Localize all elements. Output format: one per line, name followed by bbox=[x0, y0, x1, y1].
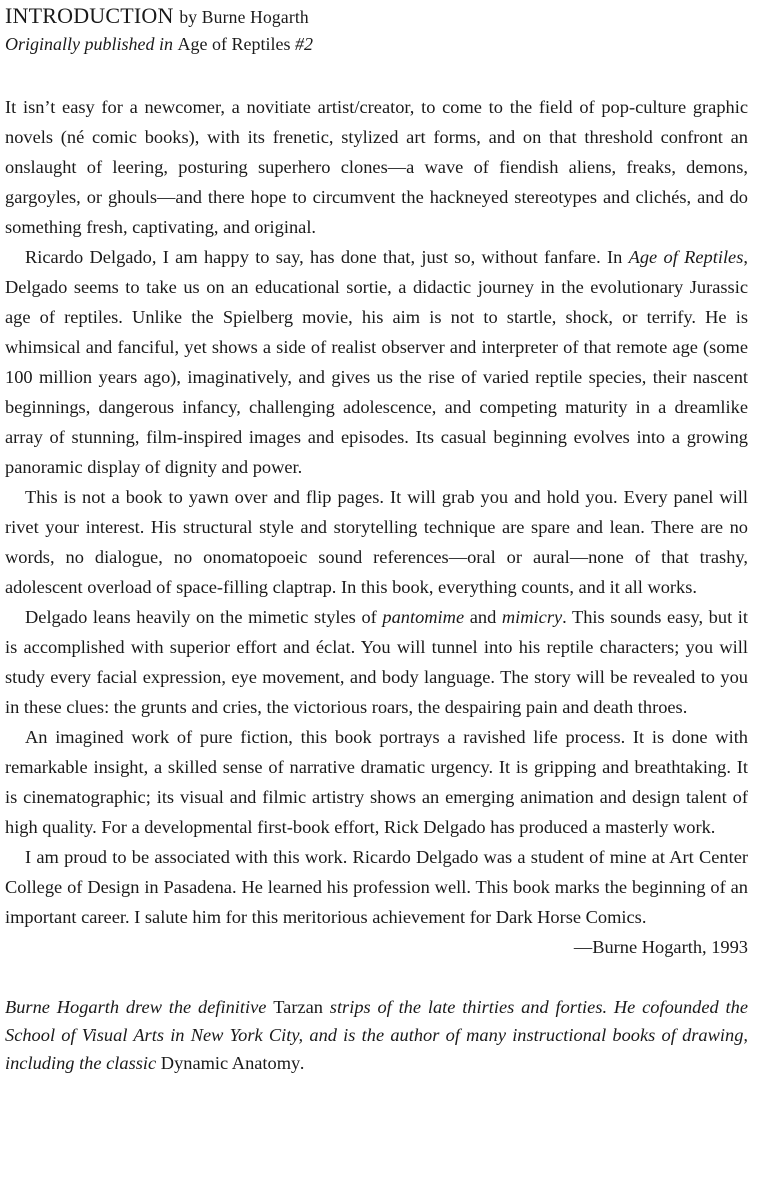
publication-note bbox=[5, 31, 748, 57]
paragraph-2-book-title: Age of Reptiles bbox=[628, 247, 744, 267]
publication-prefix: Originally published in bbox=[5, 34, 173, 54]
paragraph-2 bbox=[5, 242, 748, 482]
bio-text-b: strips of the late thirties and forties. He cofounded the School of Visual Arts in New York City, and is the author of many instructional books of drawing, including the classic bbox=[5, 997, 748, 1073]
paragraph-4 bbox=[5, 602, 748, 722]
paragraph-2-text-b: , Delgado seems to take us on an educational sortie, a didactic journey in the evolutionary Jurassic age of reptiles. Unlike the Spielberg movie, his aim is not to startle, shock, or terrify. He is whimsical and fanciful, yet shows a side of realist observer and interpreter of that remote age (some 100 million years ago), imaginatively, and gives us the rise of varied reptile species, their nascent beginnings, dangerous infancy, challenging adolescence, and competing maturity in a dreamlike array of stunning, film-inspired images and episodes. Its casual beginning evolves into a growing panoramic display of dignity and power. bbox=[5, 247, 748, 477]
paragraph-4-text-c: . This sounds easy, but it is accomplished with superior effort and éclat. You will tunnel into his reptile characters; you will study every facial expression, eye movement, and body language. The story will be revealed to you in these clues: the grunts and cries, the victorious roars, the despairing pain and death throes. bbox=[5, 607, 749, 717]
author-signature: —Burne Hogarth, 1993 bbox=[573, 937, 748, 957]
paragraph-4-term-pantomime: pantomime bbox=[382, 607, 465, 627]
bio-text-c: . bbox=[300, 1053, 305, 1073]
publication-title: Age of Reptiles bbox=[177, 34, 291, 54]
paragraph-4-text-b: and bbox=[464, 607, 502, 627]
publication-issue: #2 bbox=[294, 34, 313, 54]
author-bio bbox=[5, 993, 748, 1077]
page-heading bbox=[5, 2, 748, 31]
paragraph-1: It isn’t easy for a newcomer, a novitiate artist/creator, to come to the field of pop-culture graphic novels (né comic books), with its frenetic, stylized art forms, and on that threshold confront an onslaught of leering, posturing superhero clones—a wave of fiendish aliens, freaks, demons, gargoyles, or ghouls—and there hope to circumvent the hackneyed stereotypes and clichés, and do something fresh, captivating, and original. bbox=[5, 97, 748, 237]
introduction-body bbox=[5, 92, 748, 932]
heading-byline: by Burne Hogarth bbox=[179, 7, 309, 27]
paragraph-3: This is not a book to yawn over and flip pages. It will grab you and hold you. Every panel will rivet your interest. His structural style and storytelling technique are spare and lean. There are no words, no dialogue, no onomatopoeic sound references—oral or aural—none of that trashy, adolescent overload of space-filling claptrap. In this book, everything counts, and it all works. bbox=[5, 487, 748, 597]
paragraph-2-text-a: Ricardo Delgado, I am happy to say, has done that, just so, without fanfare. In bbox=[25, 247, 629, 267]
paragraph-5: An imagined work of pure fiction, this book portrays a ravished life process. It is done with remarkable insight, a skilled sense of narrative dramatic urgency. It is gripping and breathtaking. It is cinematographic; its visual and filmic artistry shows an emerging animation and design talent of high quality. For a developmental first-book effort, Rick Delgado has produced a masterly work. bbox=[5, 727, 748, 837]
paragraph-4-text-a: Delgado leans heavily on the mimetic styles of bbox=[25, 607, 383, 627]
bio-text-a: Burne Hogarth drew the definitive bbox=[5, 997, 274, 1017]
paragraph-6: I am proud to be associated with this work. Ricardo Delgado was a student of mine at Art Center College of Design in Pasadena. He learned his profession well. This book marks the beginning of an important career. I salute him for this meritorious achievement for Dark Horse Comics. bbox=[5, 847, 748, 927]
bio-title-dynamic-anatomy: Dynamic Anatomy bbox=[160, 1053, 301, 1073]
document-page bbox=[5, 0, 748, 1077]
paragraph-4-term-mimicry: mimicry bbox=[501, 607, 563, 627]
bio-title-tarzan: Tarzan bbox=[273, 997, 323, 1017]
heading-title: INTRODUCTION bbox=[5, 3, 174, 28]
